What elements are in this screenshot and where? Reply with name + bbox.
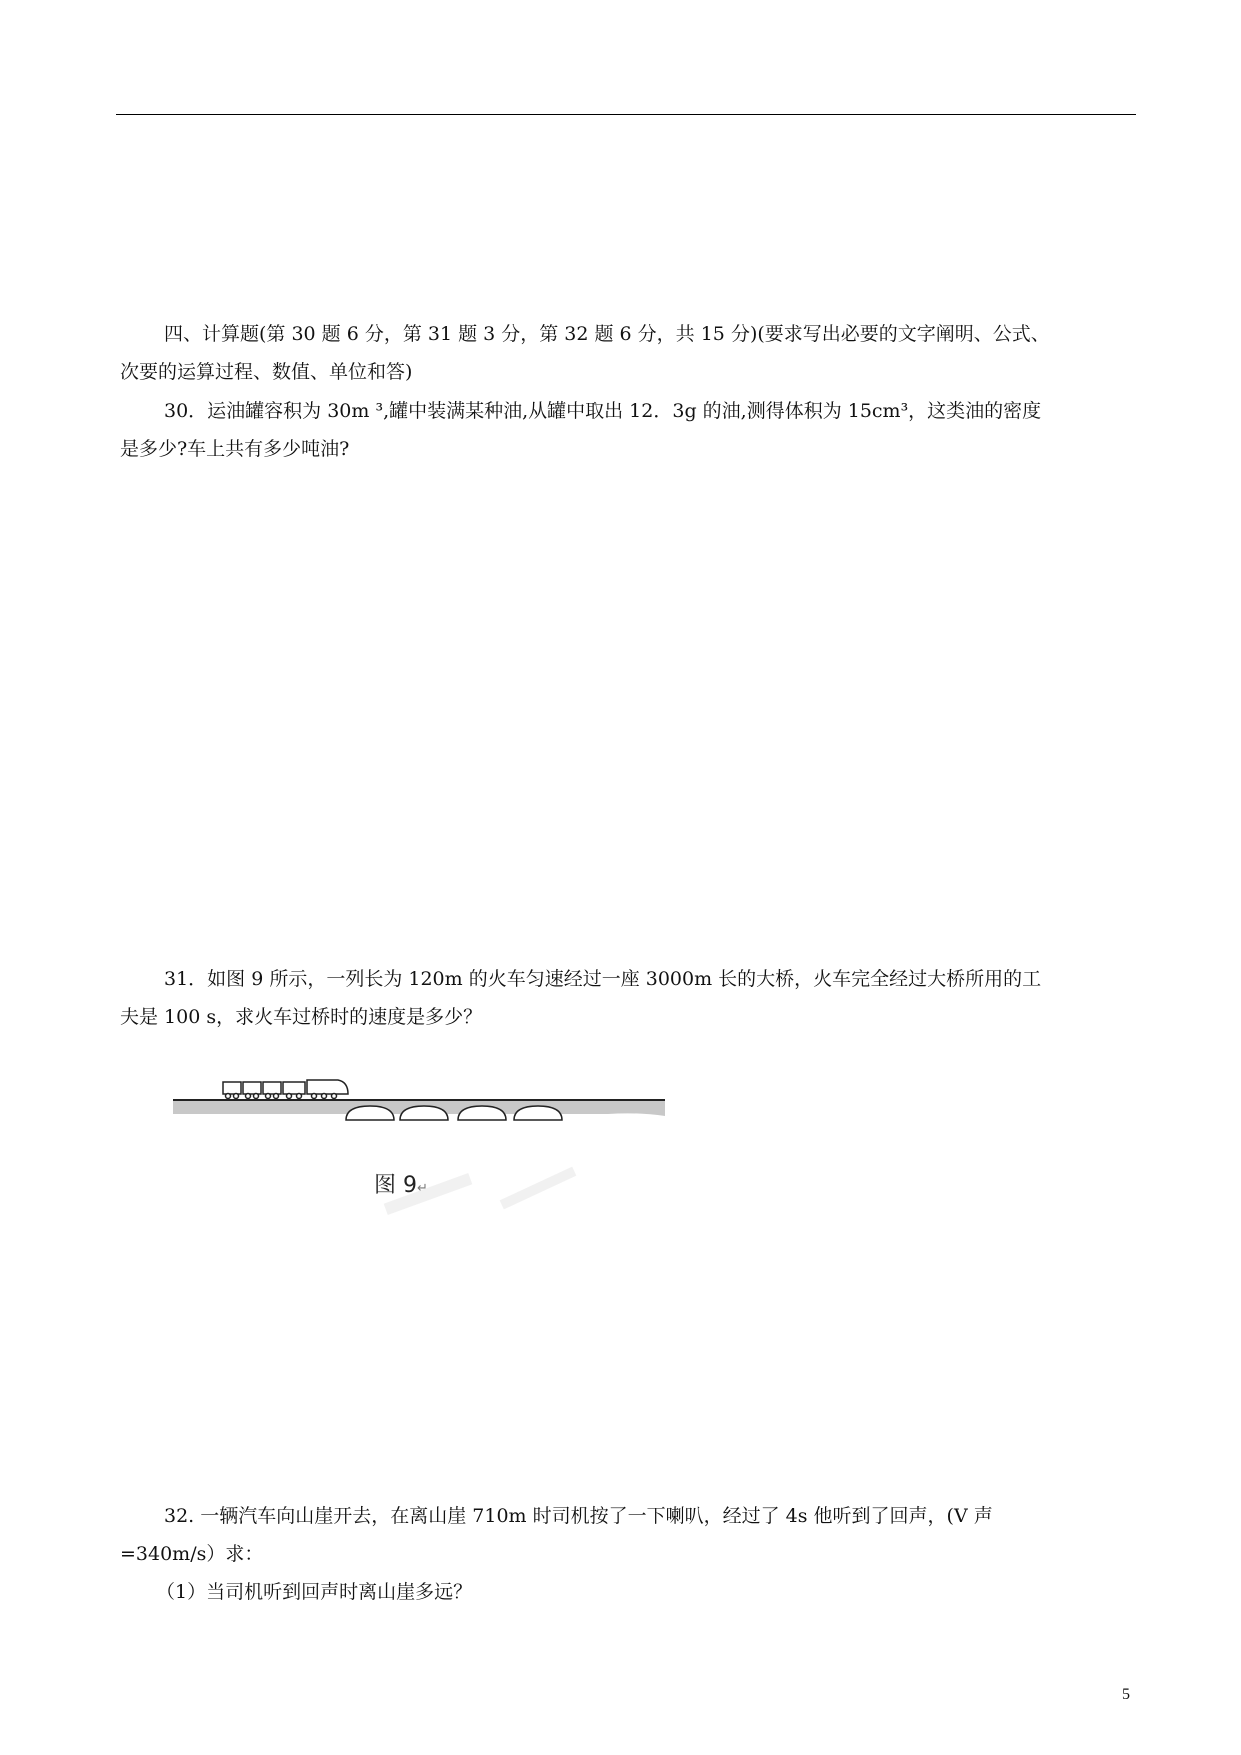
question-31-line-1: 31．如图 9 所示，一列长为 120m 的火车匀速经过一座 3000m 长的大桥，火车完全经过大桥所用的工 — [164, 968, 1042, 990]
figure-label — [374, 1168, 428, 1199]
question-32-line-1: 32. 一辆汽车向山崖开去，在离山崖 710m 时司机按了一下喇叭，经过了 4s 他听到了回声，(V 声 — [164, 1505, 993, 1527]
figure-label-text: 图 9 — [374, 1173, 417, 1198]
train-bridge-figure — [168, 1038, 678, 1238]
train-icon — [223, 1080, 348, 1099]
question-32-sub-1: （1）当司机听到回声时离山崖多远？ — [156, 1581, 473, 1603]
question-32-line-2: =340m/s）求： — [120, 1543, 264, 1565]
header-rule — [116, 114, 1136, 115]
section-4-line-1: 四、计算题(第 30 题 6 分，第 31 题 3 分，第 32 题 6 分，共 15 分)(要求写出必要的文字阐明、公式、 — [164, 323, 1050, 345]
page-number: 5 — [1122, 1686, 1130, 1703]
question-30-line-2: 是多少?车上共有多少吨油? — [120, 438, 350, 460]
question-32 — [120, 1497, 1136, 1611]
return-mark: ↵ — [417, 1181, 428, 1196]
question-30 — [120, 392, 1136, 468]
section-4-line-2: 次要的运算过程、数值、单位和答) — [120, 361, 413, 383]
question-31 — [120, 960, 1136, 1036]
section-4-instructions — [120, 315, 1136, 391]
question-31-line-2: 夫是 100 s，求火车过桥时的速度是多少？ — [120, 1006, 483, 1028]
question-30-line-1: 30．运油罐容积为 30m ³,罐中装满某种油,从罐中取出 12．3g 的油,测得体积为 15cm³，这类油的密度 — [164, 400, 1042, 422]
